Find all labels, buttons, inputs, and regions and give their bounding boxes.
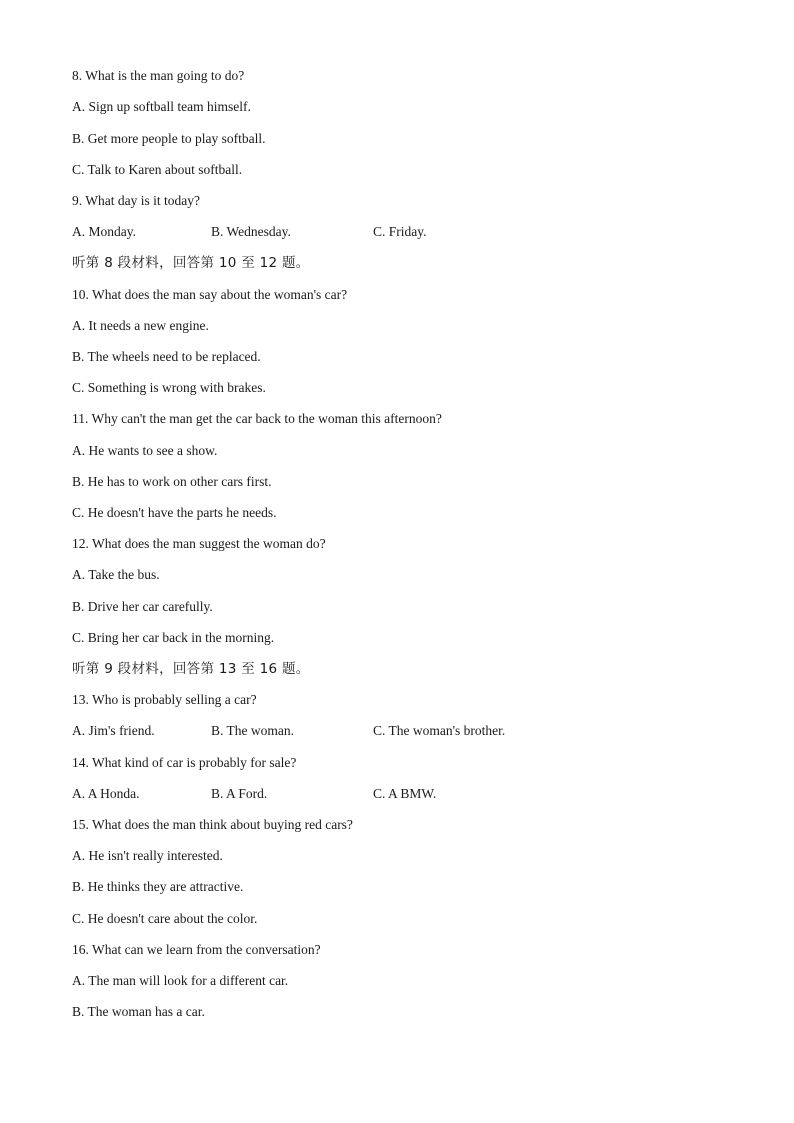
option-14b: B. A Ford.: [211, 786, 268, 801]
option-9b: B. Wednesday.: [211, 224, 291, 239]
option-8c: C. Talk to Karen about softball.: [72, 162, 243, 177]
option-12b: B. Drive her car carefully.: [72, 599, 213, 614]
question-9: 9. What day is it today?: [72, 193, 200, 208]
option-11b: B. He has to work on other cars first.: [72, 474, 272, 489]
option-12a: A. Take the bus.: [72, 567, 160, 582]
question-14: 14. What kind of car is probably for sale?: [72, 755, 297, 770]
question-15: 15. What does the man think about buying red cars?: [72, 817, 353, 832]
option-10a: A. It needs a new engine.: [72, 318, 209, 333]
option-9a: A. Monday.: [72, 224, 136, 239]
option-10c: C. Something is wrong with brakes.: [72, 380, 266, 395]
options-row-14: [72, 785, 722, 803]
section-heading-8: 听第 8 段材料，回答第 10 至 12 题。: [72, 255, 310, 271]
option-14c: C. A BMW.: [373, 786, 437, 801]
option-9c: C. Friday.: [373, 224, 427, 239]
option-11c: C. He doesn't have the parts he needs.: [72, 505, 277, 520]
question-16: 16. What can we learn from the conversation?: [72, 942, 321, 957]
option-13b: B. The woman.: [211, 723, 294, 738]
options-row-13: [72, 722, 722, 740]
question-13: 13. Who is probably selling a car?: [72, 692, 257, 707]
option-8b: B. Get more people to play softball.: [72, 131, 266, 146]
option-15c: C. He doesn't care about the color.: [72, 911, 258, 926]
option-8a: A. Sign up softball team himself.: [72, 99, 251, 114]
options-row-9: [72, 223, 722, 241]
option-15a: A. He isn't really interested.: [72, 848, 223, 863]
question-10: 10. What does the man say about the woman's car?: [72, 287, 348, 302]
option-15b: B. He thinks they are attractive.: [72, 879, 244, 894]
option-11a: A. He wants to see a show.: [72, 443, 218, 458]
option-12c: C. Bring her car back in the morning.: [72, 630, 275, 645]
option-13a: A. Jim's friend.: [72, 723, 155, 738]
option-16a: A. The man will look for a different car.: [72, 973, 289, 988]
option-13c: C. The woman's brother.: [373, 723, 506, 738]
option-16b: B. The woman has a car.: [72, 1004, 205, 1019]
question-8: 8. What is the man going to do?: [72, 68, 245, 83]
option-14a: A. A Honda.: [72, 786, 140, 801]
section-heading-9: 听第 9 段材料，回答第 13 至 16 题。: [72, 661, 310, 677]
question-11: 11. Why can't the man get the car back to the woman this afternoon?: [72, 411, 442, 426]
question-12: 12. What does the man suggest the woman do?: [72, 536, 326, 551]
option-10b: B. The wheels need to be replaced.: [72, 349, 261, 364]
